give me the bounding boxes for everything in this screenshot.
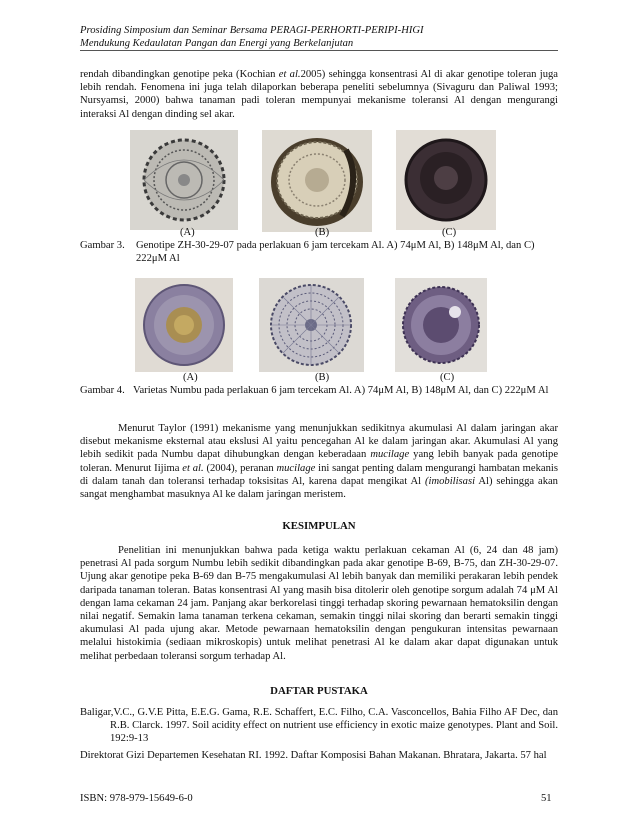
intro-paragraph	[80, 68, 558, 121]
discussion-text-2: yang lebih banyak pada genotipe toleran. Menurut Iijima	[80, 449, 559, 474]
discussion-text-4: ini sangat penting dalam mengurangi hambatan mekanis di dalam tanah dan toleransi terhadap toksisitas Al, karena dapat mengikat Al	[80, 462, 558, 487]
figure4-label-c: (C)	[440, 372, 455, 383]
figure4-image-c	[395, 278, 487, 372]
reference-item: Direktorat Gizi Departemen Kesehatan RI. 1992. Daftar Komposisi Bahan Makanan. Bhratara, Jakarta. 57 hal	[80, 750, 547, 761]
reference-item: Baligar,V.C., G.V.E Pitta, E.E.G. Gama, R.E. Schaffert, E.C. Filho, C.A. Vasconcellos, Bahia Filho AF Dec, dan R.B. Clarck. 1997. Soil acidity effect on nutrient use efficiency in exotic maize genotypes. Plant and Soil. 192:9-13	[80, 707, 558, 745]
discussion-em-3: mucilage	[276, 462, 316, 474]
section-heading-kesimpulan: KESIMPULAN	[282, 520, 356, 532]
figure3-caption-text: Genotipe ZH-30-29-07 pada perlakuan 6 jam tercekam Al. A) 74μM Al, B) 148μM Al, dan C) 222μM Al	[136, 240, 535, 265]
running-header-title: Prosiding Simposium dan Seminar Bersama PERAGI-PERHORTI-PERIPI-HIGI	[80, 25, 424, 36]
figure3-caption-number: Gambar 3.	[80, 240, 125, 251]
discussion-paragraph	[80, 422, 558, 501]
kesimpulan-paragraph: Penelitian ini menunjukkan bahwa pada ketiga waktu perlakuan cekaman Al (6, 24 dan 48 jam) penetrasi Al pada sorgum Numbu lebih sedikit dibandingkan pada akar genotipe B-69, B-75, dan ZH-30-29-07. Ujung akar genotipe peka B-69 dan B-75 mengakumulasi Al lebih banyak dan memiliki perakaran lebih pendek daripada tanaman toleran. Batas konsentrasi Al yang masih bisa ditolerir oleh genotipe sorgum adalah 74 μM Al dengan lama cekaman 24 jam. Panjang akar berkorelasi tinggi terhadap skoring pewarnaan hematoksilin dengan nilai negatif. Semakin lama tanaman terkena cekaman, semakin tinggi nilai skoring dan berarti semakin tinggi akumulasi Al pada ujung akar. Metode pewarnaan hematoksilin dengan pengukuran intensitas pewarnaan melalui histokimia (sediaan mikroskopis) untuk melihat penetrasi Al ke dalam akar dapat digunakan untuk melihat perbedaan toleransi sorgum terhadap Al.	[80, 545, 558, 662]
section-heading-daftar-pustaka: DAFTAR PUSTAKA	[270, 685, 368, 697]
intro-text-em: et al.	[278, 69, 301, 80]
running-header-subtitle: Mendukung Kedaulatan Pangan dan Energi yang Berkelanjutan	[80, 38, 354, 49]
page-number: 51	[541, 793, 552, 804]
discussion-text-5: Al) sehingga akan sangat menghambat masuknya Al ke dalam jaringan meristem.	[80, 475, 558, 501]
figure4-caption-text: Varietas Numbu pada perlakuan 6 jam tercekam Al. A) 74μM Al, B) 148μM Al, dan C) 222μM Al	[133, 385, 549, 396]
figure3-image-b	[262, 130, 372, 232]
figure4-image-b	[259, 278, 364, 372]
figure4-image-a	[135, 278, 233, 372]
discussion-text-1: Menurut Taylor (1991) mekanisme yang menunjukkan sedikitnya akumulasi Al dalam jaringan akar disebut mekanisme eksternal atau ekslusi Al yaitu pencegahan Al ke dalam jaringan akar. Akumulasi Al yang lebih sedikit pada Numbu dapat dihubungkan dengan keberadaan	[80, 423, 558, 461]
header-divider	[80, 50, 558, 51]
figure3-image-c	[396, 130, 496, 230]
discussion-em-2: et al.	[182, 462, 204, 474]
intro-text-2: 2005) sehingga konsentrasi Al di akar genotipe toleran juga lebih rendah. Fenomena ini juga telah dilaporkan beberapa peneliti sebelumnya (Sivaguru dan Paliwal 1993; Nursyamsi, 2000) bahwa tanaman padi toleran mempunyai mekanisme toleransi Al dengan mengurangi interaksi Al dengan dinding sel akar.	[80, 69, 558, 120]
discussion-text-3: (2004), peranan	[206, 462, 274, 474]
discussion-em-4: (imobilisasi	[425, 475, 476, 487]
figure3-image-a	[130, 130, 238, 230]
figure3-label-c: (C)	[442, 227, 457, 238]
footer-isbn: ISBN: 978-979-15649-6-0	[80, 793, 193, 804]
figure3-label-b: (B)	[315, 227, 330, 238]
figure4-caption-number: Gambar 4.	[80, 385, 125, 396]
figure3-label-a: (A)	[180, 227, 195, 238]
figure4-label-a: (A)	[183, 372, 198, 383]
discussion-em-1: mucilage	[370, 449, 410, 461]
figure4-label-b: (B)	[315, 372, 330, 383]
intro-text-1: rendah dibandingkan genotipe peka (Kochian	[80, 69, 276, 80]
